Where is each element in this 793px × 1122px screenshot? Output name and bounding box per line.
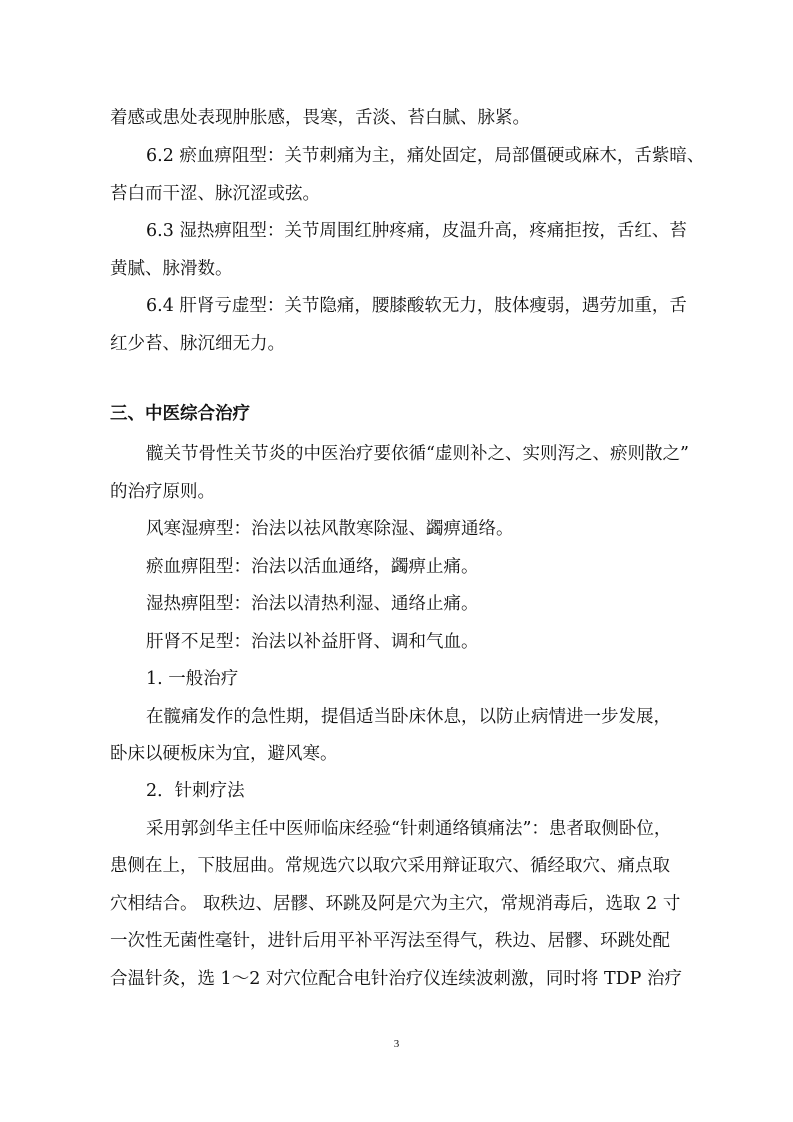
- text-line: 湿热痹阻型：治法以清热利湿、通络止痛。: [146, 594, 479, 614]
- text-line: 肝肾不足型：治法以补益肝肾、调和气血。: [146, 631, 479, 652]
- page-number: 3: [393, 1038, 400, 1050]
- paragraph-continuation: [110, 100, 695, 138]
- text-line: 着感或患处表现肿胀感，畏寒，舌淡、苔白腻、脉紧。: [110, 108, 530, 128]
- subsection-title: 2．针刺疗法: [146, 781, 245, 801]
- text-line: 瘀血痹阻型：治法以活血通络，蠲痹止痛。: [146, 556, 479, 577]
- paragraph-syndrome-6-4: [110, 288, 695, 363]
- text-line: 6.2 瘀血痹阻型：关节刺痛为主，痛处固定，局部僵硬或麻木，舌紫暗、: [146, 146, 705, 166]
- text-line: 合温针灸，选 1～2 对穴位配合电针治疗仪连续波刺激，同时将 TDP 治疗: [110, 968, 682, 989]
- text-line: 髋关节骨性关节炎的中医治疗要依循“虚则补之、实则泻之、瘀则散之”: [146, 444, 689, 464]
- text-line: 一次性无菌性毫针，进针后用平补平泻法至得气，秩边、居髎、环跳处配: [110, 931, 670, 951]
- text-line: 苔白而干涩、脉沉涩或弦。: [110, 183, 320, 204]
- paragraph-syndrome-6-2: [110, 138, 705, 213]
- text-line: 卧床以硬板床为宜，避风寒。: [110, 744, 338, 764]
- section-heading: 三、中医综合治疗: [110, 404, 250, 424]
- subsection-acupuncture: [110, 773, 695, 998]
- text-line: 采用郭剑华主任中医师临床经验“针刺通络镇痛法”：患者取侧卧位，: [146, 818, 672, 839]
- text-line: 黄腻、脉滑数。: [110, 258, 233, 279]
- text-line: 6.3 湿热痹阻型：关节周围红肿疼痛，皮温升高，疼痛拒按，舌红、苔: [146, 221, 687, 241]
- subsection-general-treatment: [110, 661, 695, 774]
- text-line: 风寒湿痹型：治法以祛风散寒除湿、蠲痹通络。: [146, 519, 514, 539]
- text-line: 穴相结合。 取秩边、居髎、环跳及阿是穴为主穴，常规消毒后，选取 2 寸: [110, 893, 681, 914]
- text-line: 6.4 肝肾亏虚型：关节隐痛，腰膝酸软无力，肢体瘦弱，遇劳加重，舌: [146, 296, 687, 316]
- text-line: 在髋痛发作的急性期，提倡适当卧床休息，以防止病情进一步发展，: [146, 706, 671, 727]
- paragraph-principle: [110, 436, 695, 511]
- subsection-title: 1. 一般治疗: [146, 669, 239, 689]
- text-line: 患侧在上，下肢屈曲。常规选穴以取穴采用辩证取穴、循经取穴、痛点取: [110, 856, 670, 876]
- paragraph-methods: [110, 511, 695, 661]
- text-line: 红少苔、脉沉细无力。: [110, 333, 285, 354]
- paragraph-syndrome-6-3: [110, 213, 695, 288]
- text-line: 的治疗原则。: [110, 481, 215, 502]
